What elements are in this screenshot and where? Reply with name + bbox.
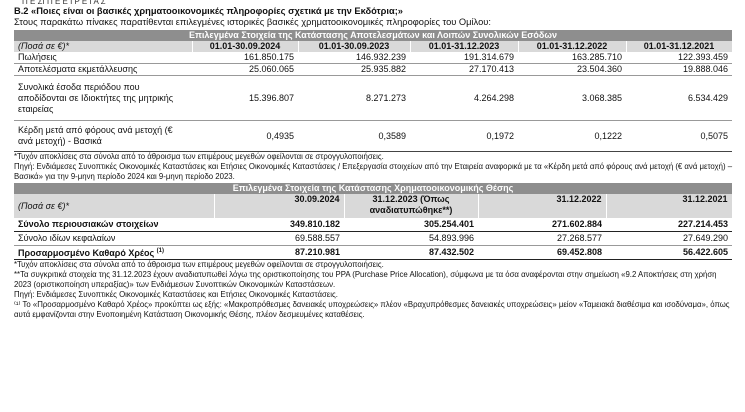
- cell-value: 27.649.290: [606, 232, 732, 246]
- document-page: [14, 0, 734, 320]
- table-row: [14, 232, 732, 246]
- cell-value: 56.422.605: [606, 246, 732, 260]
- cell-value: 349.810.182: [214, 218, 344, 232]
- table-row: [14, 64, 732, 76]
- net-debt-definition-note: ⁽¹⁾ Το «Προσαρμοσμένο Καθαρό Χρέος» προκύπτει ως εξής: «Μακροπρόθεσμες δανειακές υποχρεώσεις» πλέον «Βραχυπρόθεσμες δανειακές υποχρεώσεις» μείον «Ταμειακά διαθέσιμα και ισοδύναμα», όπως αυτά εμφανίζονται στην Ενοποιημένη Κατάσταση Οικονομικής Θέσης, πλέον δεσμευμένες καταθέσεις.: [14, 300, 730, 319]
- cell-value: 4.264.298: [410, 76, 518, 121]
- row-label: Πωλήσεις: [14, 52, 192, 64]
- cell-value: 146.932.239: [298, 52, 410, 64]
- cell-value: 0,3589: [298, 121, 410, 152]
- source-note: Πηγή: Ενδιάμεσες Συνοπτικές Οικονομικές Καταστάσεις και Ετήσιες Οικονομικές Καταστάσεις / Επεξεργασία στοιχείων από την Εταιρεία αναφορικά με τα «Κέρδη μετά από φόρους ανά μετοχή (€ ανά μετοχή) – Βασικά» για την 9-μηνη περίοδο 2024 και 9-μηνη περίοδο 2023.: [14, 162, 733, 181]
- cell-value: 23.504.360: [518, 64, 626, 76]
- cell-value: 19.888.046: [626, 64, 732, 76]
- unit-label: (Ποσά σε €)*: [14, 41, 192, 52]
- cell-value: 27.170.413: [410, 64, 518, 76]
- column-header: 01.01-31.12.2022: [518, 41, 626, 52]
- section-heading: B.2 «Ποιες είναι οι βασικές χρηματοοικονομικές πληροφορίες σχετικά με την Εκδότρια;»: [14, 6, 403, 16]
- cell-value: 69.588.557: [214, 232, 344, 246]
- footnote: *Τυχόν αποκλίσεις στα σύνολα από το άθροισμα των επιμέρους μεγεθών οφείλονται σε στρογγυλοποιήσεις.: [14, 260, 384, 269]
- row-label: Σύνολο ιδίων κεφαλαίων: [14, 232, 214, 246]
- cell-value: 191.314.679: [410, 52, 518, 64]
- cell-value: 122.393.459: [626, 52, 732, 64]
- cell-value: 27.268.577: [478, 232, 606, 246]
- row-label-text: Προσαρμοσμένο Καθαρό Χρέος: [18, 248, 155, 258]
- cell-value: 3.068.385: [518, 76, 626, 121]
- cell-value: 0,1972: [410, 121, 518, 152]
- table-row: [14, 76, 732, 121]
- cell-value: 227.214.453: [606, 218, 732, 232]
- table-band-title: Επιλεγμένα Στοιχεία της Κατάστασης Χρηματοοικονομικής Θέσης: [14, 183, 732, 194]
- row-label: [14, 246, 214, 260]
- cell-value: 305.254.401: [344, 218, 478, 232]
- column-header: 01.01-30.09.2024: [192, 41, 298, 52]
- cell-value: 25.060.065: [192, 64, 298, 76]
- cell-value: 0,1222: [518, 121, 626, 152]
- unit-label: (Ποσά σε €)*: [14, 194, 214, 218]
- cell-value: 25.935.882: [298, 64, 410, 76]
- cell-value: 0,4935: [192, 121, 298, 152]
- table-row: [14, 52, 732, 64]
- cell-value: 161.850.175: [192, 52, 298, 64]
- table-row: [14, 246, 732, 260]
- column-header: 31.12.2023 (Όπως αναδιατυπώθηκε**): [344, 194, 478, 218]
- source-note: Πηγή: Ενδιάμεσες Συνοπτικές Οικονομικές Καταστάσεις και Ετήσιες Οικονομικές Καταστάσεις.: [14, 290, 338, 299]
- balance-sheet-table: [14, 183, 733, 260]
- row-label: Σύνολο περιουσιακών στοιχείων: [14, 218, 214, 232]
- cell-value: 87.432.502: [344, 246, 478, 260]
- footnote-marker: (1): [156, 248, 165, 254]
- cell-value: 8.271.273: [298, 76, 410, 121]
- intro-text: Στους παρακάτω πίνακες παρατίθενται επιλεγμένες ιστορικές βασικές χρηματοοικονομικές πληροφορίες του Ομίλου:: [14, 17, 491, 27]
- column-header: 31.12.2022: [478, 194, 606, 218]
- cell-value: 271.602.884: [478, 218, 606, 232]
- column-header: 01.01-30.09.2023: [298, 41, 410, 52]
- column-header: 01.01-31.12.2023: [410, 41, 518, 52]
- table-row: [14, 121, 732, 152]
- cell-value: 69.452.808: [478, 246, 606, 260]
- cell-value: 15.396.807: [192, 76, 298, 121]
- row-label: Συνολικά έσοδα περιόδου που αποδίδονται σε Ιδιοκτήτες της μητρικής εταιρείας: [14, 76, 192, 121]
- column-header: 31.12.2021: [606, 194, 732, 218]
- footnote: *Τυχόν αποκλίσεις στα σύνολα από το άθροισμα των επιμέρους μεγεθών οφείλονται σε στρογγυλοποιήσεις.: [14, 152, 384, 161]
- cut-off-text: Π Ε ΣΙ Π Ε Ε Ι Ρ Ε Ι Α Σ: [22, 0, 106, 6]
- table-band-title: Επιλεγμένα Στοιχεία της Κατάστασης Αποτελεσμάτων και Λοιπών Συνολικών Εσόδων: [14, 30, 732, 41]
- cell-value: 6.534.429: [626, 76, 732, 121]
- income-statement-table: [14, 30, 733, 152]
- column-header: 01.01-31.12.2021: [626, 41, 732, 52]
- column-header: 30.09.2024: [214, 194, 344, 218]
- table-row: [14, 218, 732, 232]
- cell-value: 87.210.981: [214, 246, 344, 260]
- cell-value: 0,5075: [626, 121, 732, 152]
- cell-value: 163.285.710: [518, 52, 626, 64]
- restatement-note: **Τα συγκριτικά στοιχεία της 31.12.2023 έχουν αναδιατυπωθεί λόγω της οριστικοποίησης του PPA (Purchase Price Allocation), σύμφωνα με τα όσα αναφέρονται στην σημείωση «9.2 Αποκτήσεις στη χρήση 2023 (οριστικοποίηση υπεραξίας)» των Ενδιάμεσων Συνοπτικών Οικονομικών Καταστάσεων.: [14, 270, 717, 289]
- cell-value: 54.893.996: [344, 232, 478, 246]
- row-label: Αποτελέσματα εκμετάλλευσης: [14, 64, 192, 76]
- row-label: Κέρδη μετά από φόρους ανά μετοχή (€ ανά μετοχή) - Βασικά: [14, 121, 192, 152]
